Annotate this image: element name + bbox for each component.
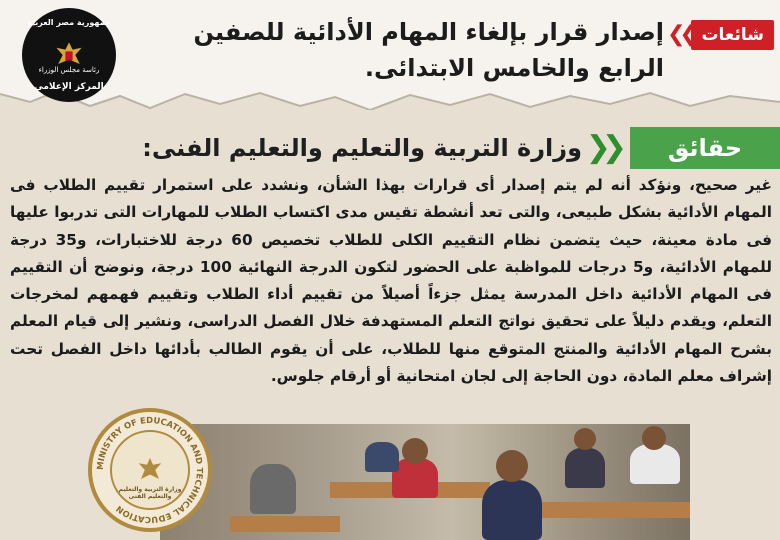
student-head	[574, 428, 596, 450]
fact-body-text: غير صحيح، ونؤكد أنه لم يتم إصدار أى قرارات بهذا الشأن، ونشدد على استمرار تقييم الطلاب فى المهام الأدائية بشكل طبيعى، والتى تعد أنشطة تقيس مدى اكتساب الطلاب للمهارات التى تدربوا عليها فى مادة معينة، حيث يتضمن نظام التقييم الكلى للطلاب تخصيص 60 درجة للاختبارات، و35 درجة للمهام الأدائية، و5 درجات للمواظبة على الحضور لتكون الدرجة النهائية 100 درجة، ونوضح أن التقييم فى المهام الأدائية داخل المدرسة يمثل جزءاً أصيلاً من تقييم أداء الطلاب وتقييم فهمهم لمخرجات التعلم، ويقدم دليلاً على تحقيق نواتج التعلم المستهدفة خلال الفصل الدراسى، ونشير إلى قيام المعلم بشرح المهام الأدائية والمنتج المتوقع منها للطلاب، على أن يقوم الطالب بأدائها داخل الفصل تحت إشراف معلم المادة، دون الحاجة إلى لجان امتحانية أو أرقام جلوس.	[10, 176, 773, 386]
ministry-emblem-icon	[110, 430, 190, 510]
eagle-emblem-icon	[135, 455, 165, 485]
fact-tag: حقائق	[630, 127, 780, 169]
ministry-logo-ring-text: MINISTRY OF EDUCATION AND TECHNICAL EDUCATION	[94, 414, 206, 526]
student	[365, 442, 399, 472]
cabinet-logo-bottom-text: المركز الإعلامى	[34, 82, 104, 92]
fact-source-title: وزارة التربية والتعليم والتعليم الفنى:	[142, 134, 582, 162]
rumor-tag: شائعات	[691, 20, 774, 50]
chair	[250, 464, 296, 514]
desk	[520, 502, 690, 518]
student	[565, 448, 605, 488]
ministry-logo-center-text: وزارة التربية والتعليم والتعليم الفنى	[118, 486, 182, 500]
ministry-of-education-logo	[88, 408, 212, 532]
student	[482, 480, 542, 540]
student-head	[642, 426, 666, 450]
student-head	[496, 450, 528, 482]
cabinet-logo-top-text: جمهورية مصر العربية	[27, 18, 111, 27]
cabinet-media-center-logo	[22, 8, 116, 102]
classroom-photo	[160, 424, 690, 540]
student	[630, 444, 680, 484]
desk	[230, 516, 340, 532]
cabinet-logo-middle-text: رئاسة مجلس الوزراء	[38, 66, 100, 74]
chevron-left-icon: ❯❯	[585, 130, 618, 165]
chevron-left-icon: ❮❮	[667, 22, 692, 47]
rumor-title: إصدار قرار بإلغاء المهام الأدائية للصفين الرابع والخامس الابتدائى.	[193, 18, 664, 82]
student-head	[402, 438, 428, 464]
